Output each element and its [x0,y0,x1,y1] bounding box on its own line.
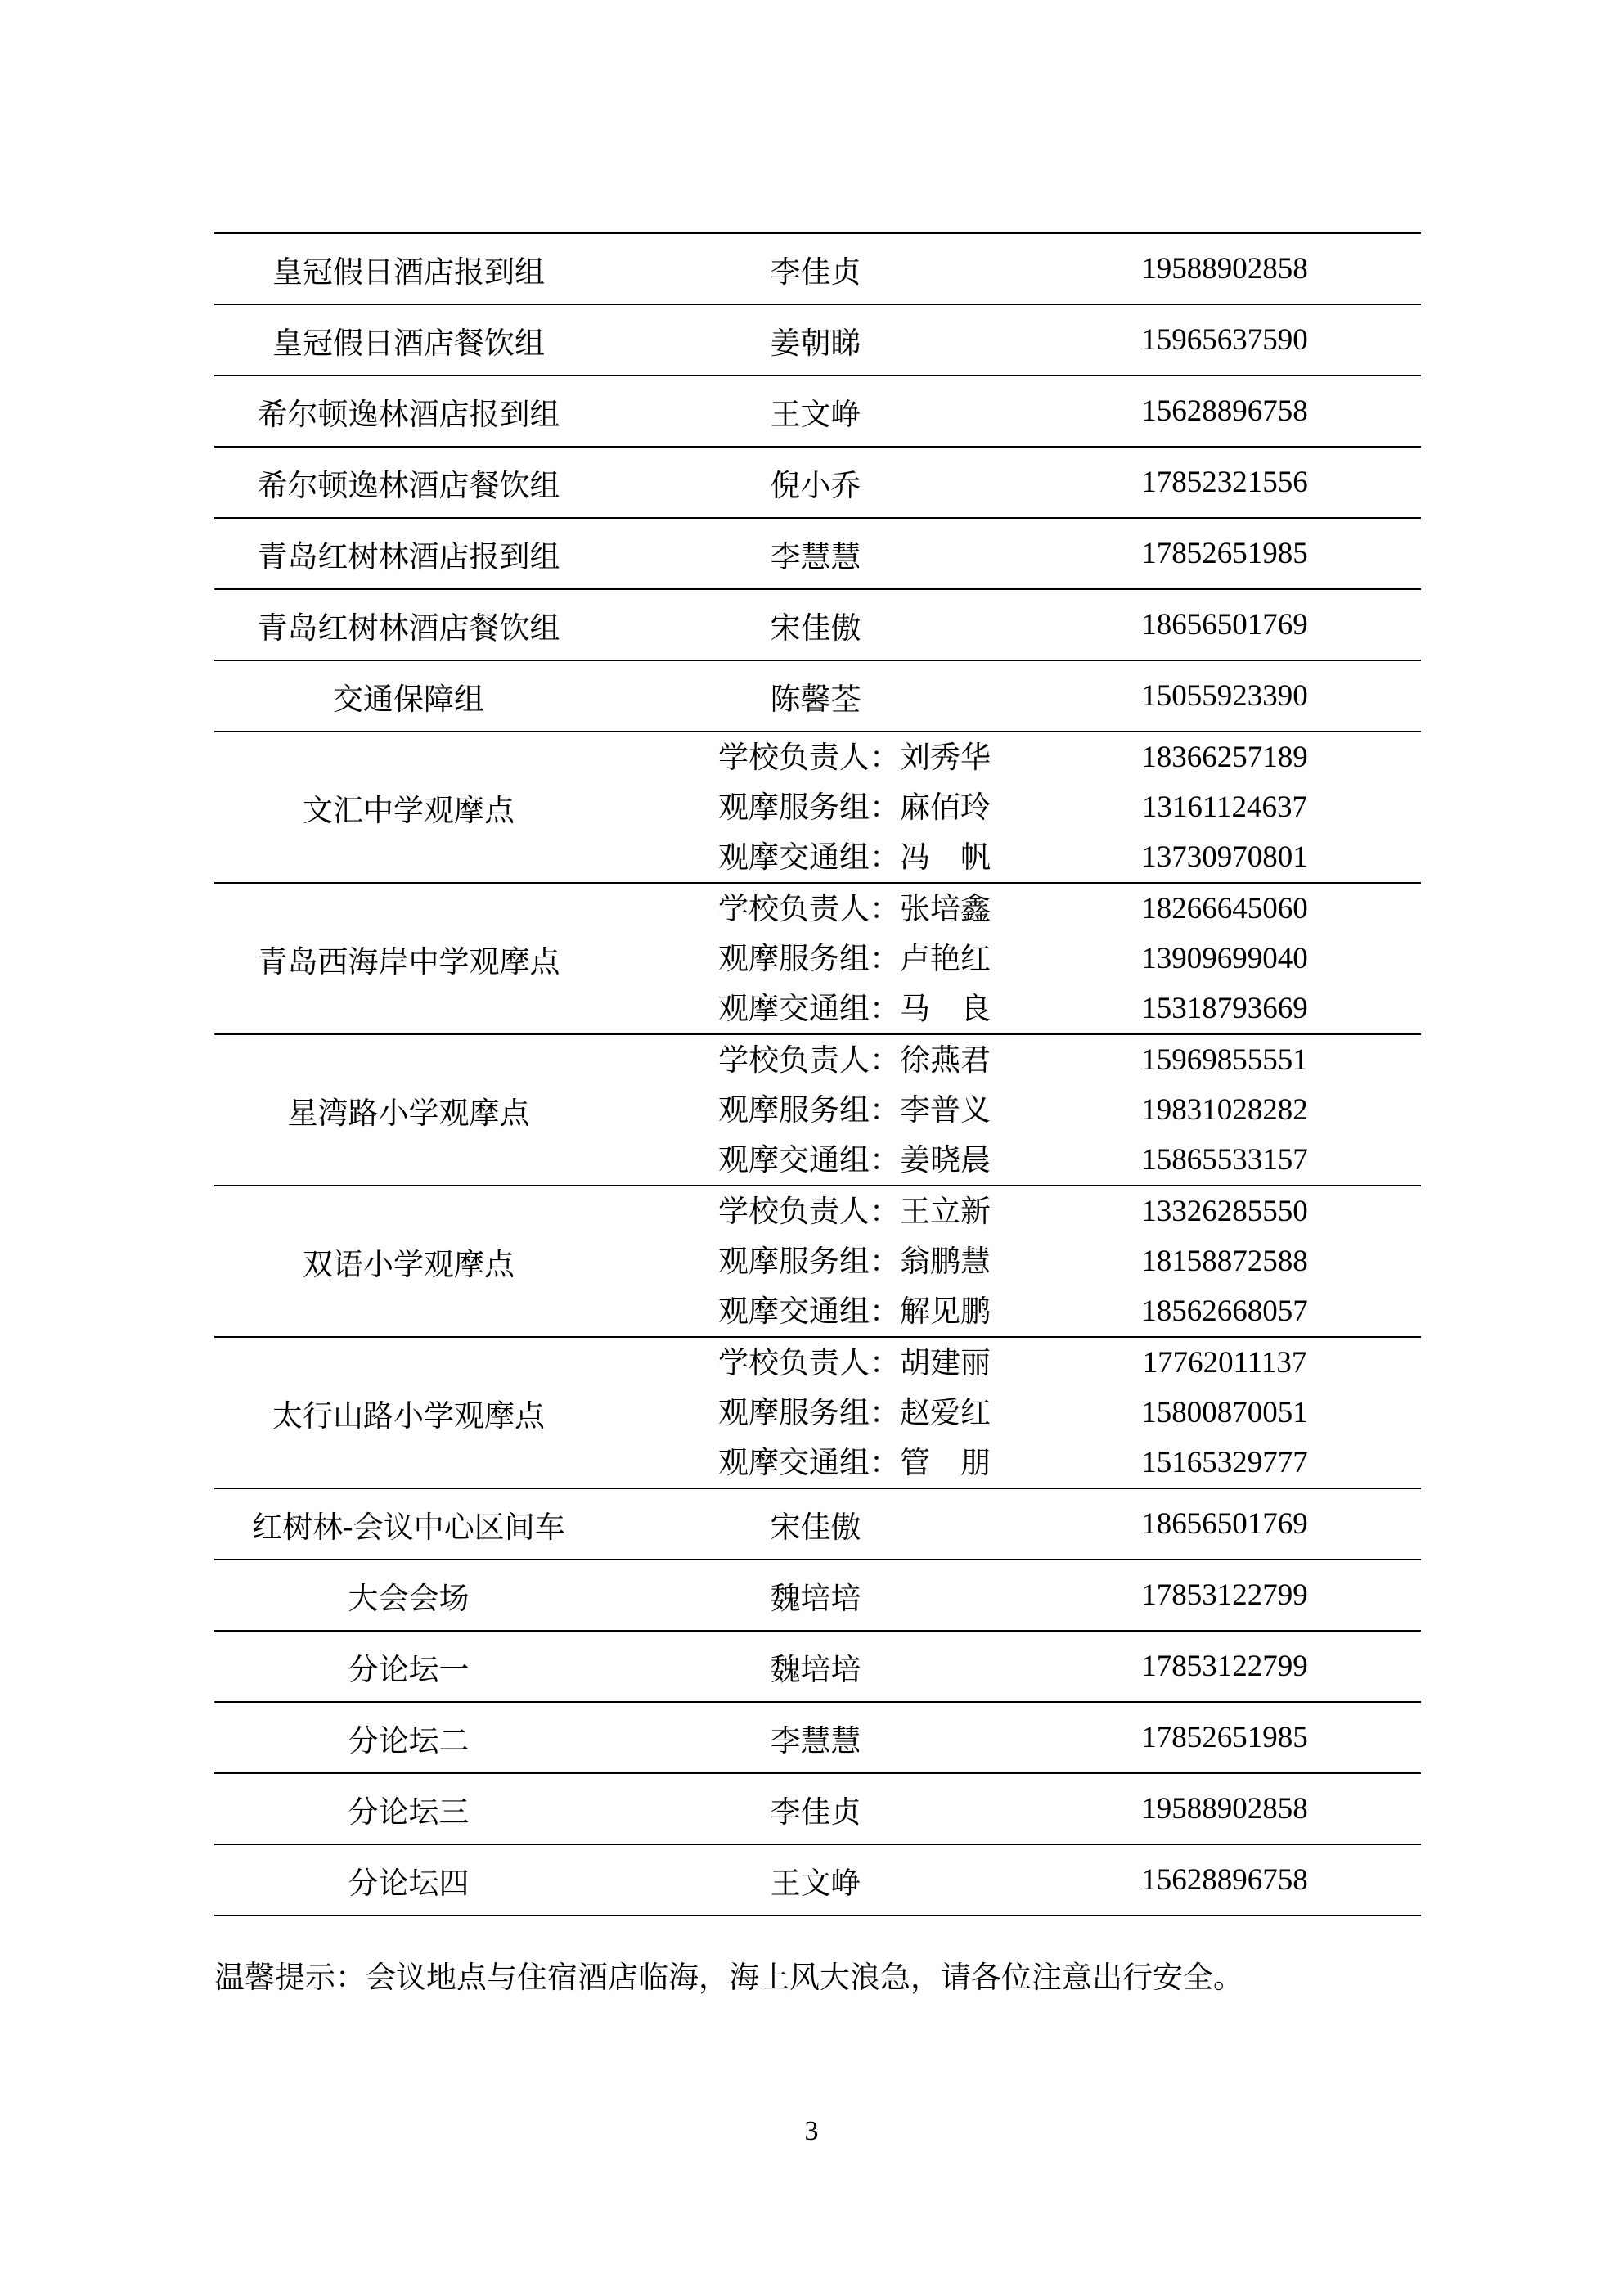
safety-note: 温馨提示：会议地点与住宿酒店临海，海上风大浪急，请各位注意出行安全。 [214,1960,1243,1995]
contact-phone: 18158872588 [1141,1245,1308,1278]
contact-phone: 15165329777 [1141,1446,1308,1479]
group-cell: 交通保障组 [214,660,603,732]
group-cell: 分论坛二 [214,1702,603,1773]
contact-person: 观摩服务组：李普义 [718,1092,991,1128]
table-row [214,1844,1421,1916]
person-cell: 姜朝睇 [603,304,1028,376]
contacts-cell [603,1186,1028,1337]
group-cell: 希尔顿逸林酒店餐饮组 [214,447,603,518]
table-row [214,1702,1421,1773]
group-cell: 青岛红树林酒店餐饮组 [214,589,603,660]
table-row [214,304,1421,376]
phone-cell: 15965637590 [1028,304,1421,376]
person-cell: 魏培培 [603,1631,1028,1702]
table-row-observation-site [214,1337,1421,1488]
group-cell: 分论坛三 [214,1773,603,1844]
contact-person: 学校负责人：徐燕君 [718,1042,991,1078]
table-row [214,589,1421,660]
phone-cell: 17852651985 [1028,1702,1421,1773]
phone-cell: 17853122799 [1028,1560,1421,1631]
table-row-observation-site [214,883,1421,1034]
contact-table [214,232,1421,1916]
phone-cell: 15055923390 [1028,660,1421,732]
phones-cell [1028,1034,1421,1186]
contacts-cell [603,1337,1028,1488]
contact-person: 学校负责人：张培鑫 [718,891,991,926]
table-row-observation-site [214,732,1421,883]
contact-person: 观摩服务组：卢艳红 [718,941,991,976]
phones-cell [1028,883,1421,1034]
table-row-observation-site [214,1034,1421,1186]
contact-phone: 15800870051 [1141,1396,1308,1429]
person-cell: 王文峥 [603,376,1028,447]
contact-person: 观摩交通组：冯 帆 [718,840,991,875]
contact-phone: 18366257189 [1141,741,1308,774]
contact-phone: 13909699040 [1141,942,1308,975]
phone-cell: 17852651985 [1028,518,1421,589]
group-cell: 双语小学观摩点 [214,1186,603,1337]
table-row-observation-site [214,1186,1421,1337]
table-row [214,518,1421,589]
phone-cell: 19588902858 [1028,233,1421,304]
contact-person: 观摩交通组：马 良 [718,991,991,1026]
table-row [214,1488,1421,1560]
contact-person: 学校负责人：王立新 [718,1194,991,1229]
person-cell: 宋佳傲 [603,589,1028,660]
phone-cell: 15628896758 [1028,1844,1421,1916]
table-row [214,660,1421,732]
contact-phone: 18266645060 [1141,892,1308,925]
person-cell: 魏培培 [603,1560,1028,1631]
person-cell: 李佳贞 [603,233,1028,304]
contact-person: 观摩服务组：翁鹏慧 [718,1244,991,1279]
contact-person: 观摩服务组：赵爱红 [718,1395,991,1430]
group-cell: 希尔顿逸林酒店报到组 [214,376,603,447]
person-cell: 李佳贞 [603,1773,1028,1844]
table-row [214,1773,1421,1844]
phone-cell: 17853122799 [1028,1631,1421,1702]
contact-phone: 15318793669 [1141,992,1308,1025]
group-cell: 青岛红树林酒店报到组 [214,518,603,589]
contacts-cell [603,883,1028,1034]
person-cell: 王文峥 [603,1844,1028,1916]
group-cell: 分论坛一 [214,1631,603,1702]
group-cell: 星湾路小学观摩点 [214,1034,603,1186]
phone-cell: 18656501769 [1028,1488,1421,1560]
table-row [214,1631,1421,1702]
person-cell: 宋佳傲 [603,1488,1028,1560]
phone-cell: 17852321556 [1028,447,1421,518]
contact-person: 观摩交通组：管 朋 [718,1445,991,1480]
phones-cell [1028,1186,1421,1337]
contact-phone: 13326285550 [1141,1195,1308,1228]
phone-cell: 18656501769 [1028,589,1421,660]
group-cell: 红树林-会议中心区间车 [214,1488,603,1560]
table-row [214,447,1421,518]
contact-person: 学校负责人：胡建丽 [718,1345,991,1380]
contact-phone: 13161124637 [1141,790,1308,824]
contact-person: 观摩交通组：解见鹏 [718,1294,991,1329]
phone-cell: 15628896758 [1028,376,1421,447]
contact-phone: 18562668057 [1141,1294,1308,1328]
group-cell: 皇冠假日酒店餐饮组 [214,304,603,376]
person-cell: 倪小乔 [603,447,1028,518]
person-cell: 陈馨荃 [603,660,1028,732]
contact-phone: 15969855551 [1141,1043,1308,1077]
group-cell: 青岛西海岸中学观摩点 [214,883,603,1034]
group-cell: 分论坛四 [214,1844,603,1916]
contact-phone: 17762011137 [1142,1346,1307,1380]
contact-phone: 15865533157 [1141,1143,1308,1177]
table-row [214,1560,1421,1631]
person-cell: 李慧慧 [603,1702,1028,1773]
table-row [214,233,1421,304]
page-number: 3 [804,2116,819,2146]
person-cell: 李慧慧 [603,518,1028,589]
contacts-cell [603,732,1028,883]
contact-person: 学校负责人：刘秀华 [718,740,991,775]
contacts-cell [603,1034,1028,1186]
phone-cell: 19588902858 [1028,1773,1421,1844]
group-cell: 皇冠假日酒店报到组 [214,233,603,304]
phones-cell [1028,732,1421,883]
contact-person: 观摩服务组：麻佰玲 [718,790,991,825]
contact-phone: 13730970801 [1141,840,1308,874]
phones-cell [1028,1337,1421,1488]
contact-person: 观摩交通组：姜晓晨 [718,1142,991,1177]
group-cell: 太行山路小学观摩点 [214,1337,603,1488]
group-cell: 文汇中学观摩点 [214,732,603,883]
group-cell: 大会会场 [214,1560,603,1631]
contact-phone: 19831028282 [1141,1093,1308,1127]
table-row [214,376,1421,447]
